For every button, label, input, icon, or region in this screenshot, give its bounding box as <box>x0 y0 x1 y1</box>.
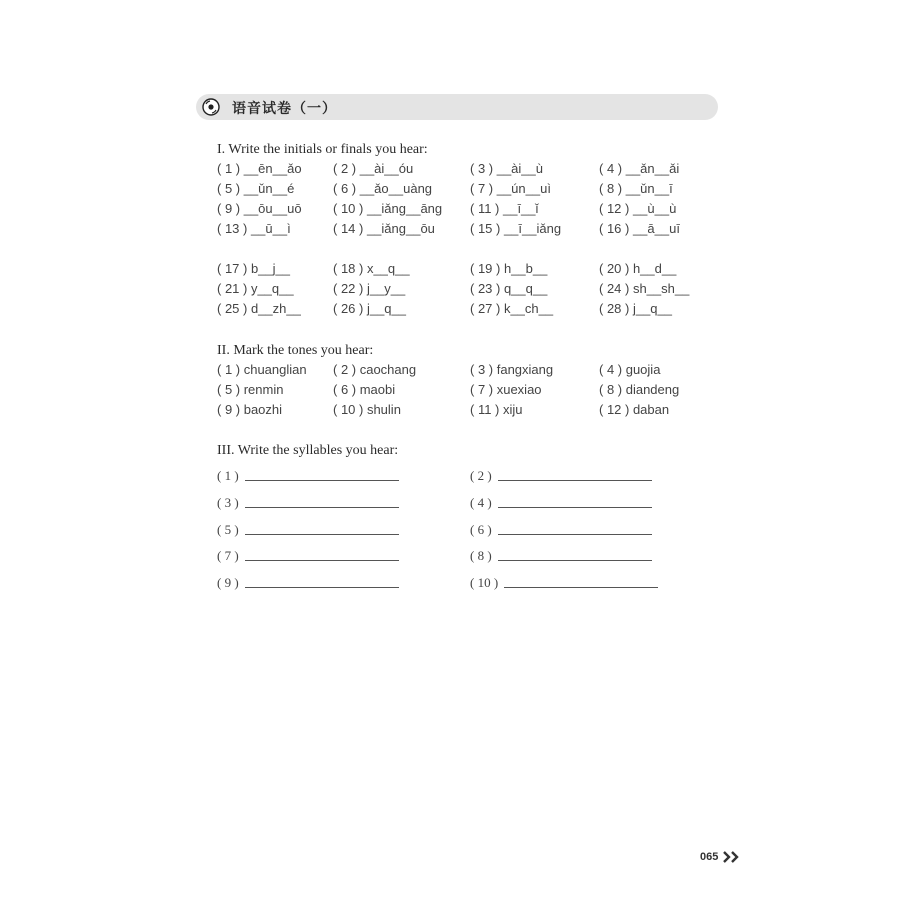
answer-line-item <box>217 575 399 591</box>
exercise-item: ( 7 ) __ún__uì <box>470 181 551 196</box>
exercise-item: ( 4 ) __ǎn__ǎi <box>599 161 680 176</box>
section-1-title: I. Write the initials or finals you hear: <box>217 142 428 157</box>
exercise-item: ( 8 ) diandeng <box>599 382 680 397</box>
double-chevron-right-icon <box>723 851 741 863</box>
section-header <box>196 94 718 120</box>
exercise-item: ( 14 ) __iǎng__ōu <box>333 221 435 236</box>
exercise-item: ( 9 ) __ōu__uō <box>217 201 302 216</box>
exercise-item: ( 5 ) __ǔn__é <box>217 181 295 196</box>
exercise-item: ( 5 ) renmin <box>217 382 284 397</box>
page-number: 065 <box>700 851 719 863</box>
item-number: ( 8 ) <box>470 548 492 563</box>
item-number: ( 7 ) <box>217 548 239 563</box>
section-2-title: II. Mark the tones you hear: <box>217 343 374 358</box>
answer-blank[interactable] <box>498 480 652 481</box>
item-number: ( 5 ) <box>217 522 239 537</box>
exercise-item: ( 1 ) __ēn__ǎo <box>217 161 302 176</box>
item-number: ( 2 ) <box>470 468 492 483</box>
answer-line-item <box>470 495 652 511</box>
exercise-item: ( 10 ) shulin <box>333 402 401 417</box>
page-title: 语音试卷（一） <box>232 100 337 116</box>
section-3-title: III. Write the syllables you hear: <box>217 443 399 458</box>
exercise-item: ( 19 ) h__b__ <box>470 261 548 276</box>
answer-blank[interactable] <box>498 534 652 535</box>
answer-blank[interactable] <box>245 534 399 535</box>
exercise-item: ( 1 ) chuanglian <box>217 362 307 377</box>
answer-blank[interactable] <box>498 507 652 508</box>
item-number: ( 1 ) <box>217 468 239 483</box>
exercise-item: ( 17 ) b__j__ <box>217 261 290 276</box>
exercise-item: ( 4 ) guojia <box>599 362 661 377</box>
exercise-item: ( 7 ) xuexiao <box>470 382 542 397</box>
exercise-item: ( 24 ) sh__sh__ <box>599 281 690 296</box>
answer-line-item <box>217 522 399 538</box>
exercise-item: ( 9 ) baozhi <box>217 402 283 417</box>
exercise-item: ( 12 ) __ù__ù <box>599 201 677 216</box>
exercise-item: ( 23 ) q__q__ <box>470 281 548 296</box>
exercise-item: ( 21 ) y__q__ <box>217 281 294 296</box>
answer-line-item <box>470 575 658 591</box>
exercise-item: ( 28 ) j__q__ <box>599 301 672 316</box>
item-number: ( 10 ) <box>470 575 499 590</box>
exercise-item: ( 6 ) __ǎo__uàng <box>333 181 433 196</box>
answer-blank[interactable] <box>504 587 658 588</box>
exercise-item: ( 27 ) k__ch__ <box>470 301 554 316</box>
exercise-item: ( 6 ) maobi <box>333 382 396 397</box>
exercise-item: ( 13 ) __ū__ì <box>217 221 291 236</box>
exercise-item: ( 22 ) j__y__ <box>333 281 406 296</box>
answer-blank[interactable] <box>245 480 399 481</box>
cd-icon <box>202 98 220 116</box>
answer-line-item <box>470 522 652 538</box>
exercise-item: ( 3 ) fangxiang <box>470 362 554 377</box>
exercise-item: ( 25 ) d__zh__ <box>217 301 301 316</box>
answer-blank[interactable] <box>245 560 399 561</box>
exercise-item: ( 8 ) __ǔn__ī <box>599 181 673 196</box>
exercise-item: ( 11 ) __ī__ǐ <box>470 201 539 216</box>
exercise-item: ( 2 ) caochang <box>333 362 417 377</box>
exercise-item: ( 10 ) __iǎng__āng <box>333 201 443 216</box>
answer-blank[interactable] <box>498 560 652 561</box>
exercise-item: ( 3 ) __ài__ù <box>470 161 543 176</box>
exercise-item: ( 16 ) __ā__uī <box>599 221 680 236</box>
answer-line-item <box>217 468 399 484</box>
answer-blank[interactable] <box>245 507 399 508</box>
answer-line-item <box>217 548 399 564</box>
exercise-item: ( 2 ) __ài__óu <box>333 161 414 176</box>
exercise-item: ( 18 ) x__q__ <box>333 261 410 276</box>
item-number: ( 3 ) <box>217 495 239 510</box>
answer-line-item <box>470 548 652 564</box>
item-number: ( 6 ) <box>470 522 492 537</box>
exercise-item: ( 11 ) xiju <box>470 402 523 417</box>
exercise-item: ( 26 ) j__q__ <box>333 301 406 316</box>
item-number: ( 9 ) <box>217 575 239 590</box>
answer-line-item <box>470 468 652 484</box>
answer-line-item <box>217 495 399 511</box>
answer-blank[interactable] <box>245 587 399 588</box>
exercise-item: ( 20 ) h__d__ <box>599 261 677 276</box>
exercise-item: ( 12 ) daban <box>599 402 670 417</box>
exercise-item: ( 15 ) __ī__iǎng <box>470 221 562 236</box>
item-number: ( 4 ) <box>470 495 492 510</box>
